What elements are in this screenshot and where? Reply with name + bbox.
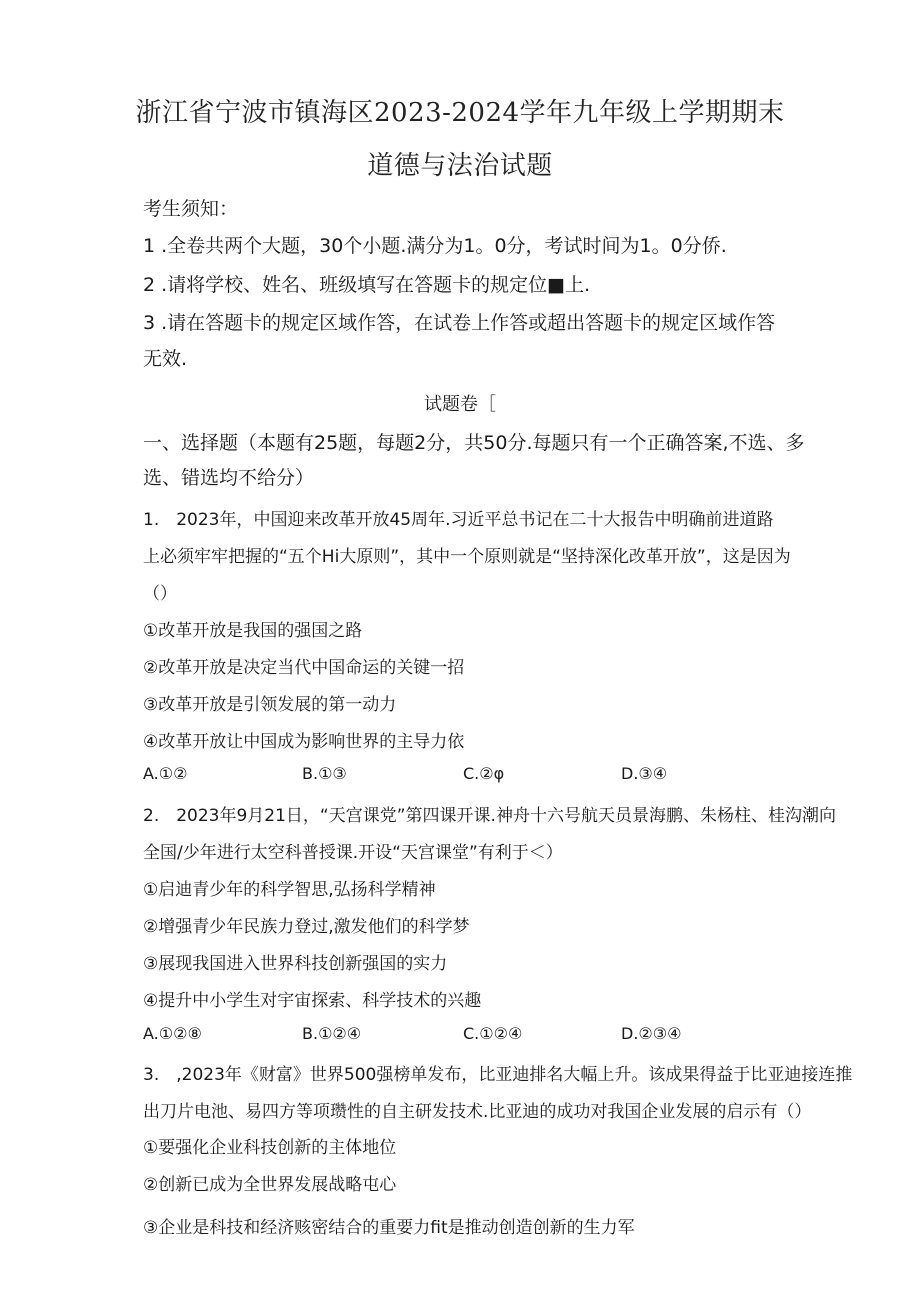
exam-title-line1: 浙江省宁波市镇海区2023-2024学年九年级上学期期末 [135,98,785,128]
notice-item-3: 3 .请在答题卡的规定区域作答，在试卷上作答或超出答题卡的规定区域作答 [143,312,776,334]
q2-stem-line1: 2. 2023年9月21日，“天宫课党”第四课开课.神舟十六号航天员景海鹏、朱杨柱、桂沟潮向 [143,806,836,826]
q1-statement-2: ②改革开放是决定当代中国命运的关键一招 [143,658,465,678]
q2-option-b: B.①②④ [302,1024,362,1043]
q3-stem-line1: 3. ,2023年《财富》世界500强榜单发布，比亚迪排名大幅上升。该成果得益于比亚迪接连推 [143,1065,853,1085]
q2-stem-line2: 全国/少年进行太空科普授课.开设“天宫课堂”有利于＜） [143,843,563,863]
q1-statement-4: ④改革开放让中国成为影响世界的主导力依 [143,732,465,752]
q2-option-a: A.①②⑧ [143,1024,202,1043]
q3-statement-2: ②创新已成为全世界发展战略屯心 [143,1175,397,1195]
q2-statement-1: ①启迪青少年的科学智思,弘扬科学精神 [143,880,436,900]
q1-option-a: A.①② [143,764,188,783]
notice-item-1: 1 .全卷共两个大题，30个小题.满分为1。0分，考试时间为1。0分侨. [143,235,727,257]
section-label: 试题卷［ [424,394,496,415]
notice-item-3-cont: 无效. [143,348,188,370]
q1-stem-line2: 上必须牢牢把握的“五个Hi大原则”，其中一个原则就是“坚持深化改革开放”，这是因为 [143,547,791,567]
q3-stem-line2: 出刀片电池、易四方等项瓒性的自主研发技术.比亚迪的成功对我国企业发展的启示有（） [143,1102,812,1122]
part-one-instructions-cont: 选、错选均不给分） [143,467,315,489]
q1-statement-3: ③改革开放是引领发展的第一动力 [143,695,397,715]
q1-stem-line1: 1. 2023年，中国迎来改革开放45周年.习近平总书记在二十大报告中明确前进道路 [143,510,774,530]
q1-stem-line3: （） [143,584,177,604]
exam-title-line2: 道德与法治试题 [367,151,553,181]
q1-option-c: C.②φ [463,764,505,783]
notice-heading: 考生须知： [143,198,239,220]
q1-statement-1: ①改革开放是我国的强国之路 [143,621,363,641]
q2-statement-4: ④提升中小学生对宇宙探索、科学技术的兴趣 [143,991,482,1011]
q2-option-d: D.②③④ [621,1024,682,1043]
q1-option-d: D.③④ [621,764,668,783]
part-one-instructions: 一、选择题（本题有25题，每题2分，共50分.每题只有一个正确答案,不选、多 [143,432,805,454]
q1-option-b: B.①③ [302,764,347,783]
q2-option-c: C.①②④ [463,1024,523,1043]
q2-statement-2: ②增强青少年民族力登过,激发他们的科学梦 [143,917,470,937]
q3-statement-3: ③企业是科技和经济赅密结合的重要力fit是推动创造创新的生力军 [143,1218,635,1238]
q3-statement-1: ①要强化企业科技创新的主体地位 [143,1138,397,1158]
q2-statement-3: ③展现我国进入世界科技创新强国的实力 [143,954,448,974]
notice-item-2: 2 .请将学校、姓名、班级填写在答题卡的规定位■上. [143,274,591,296]
